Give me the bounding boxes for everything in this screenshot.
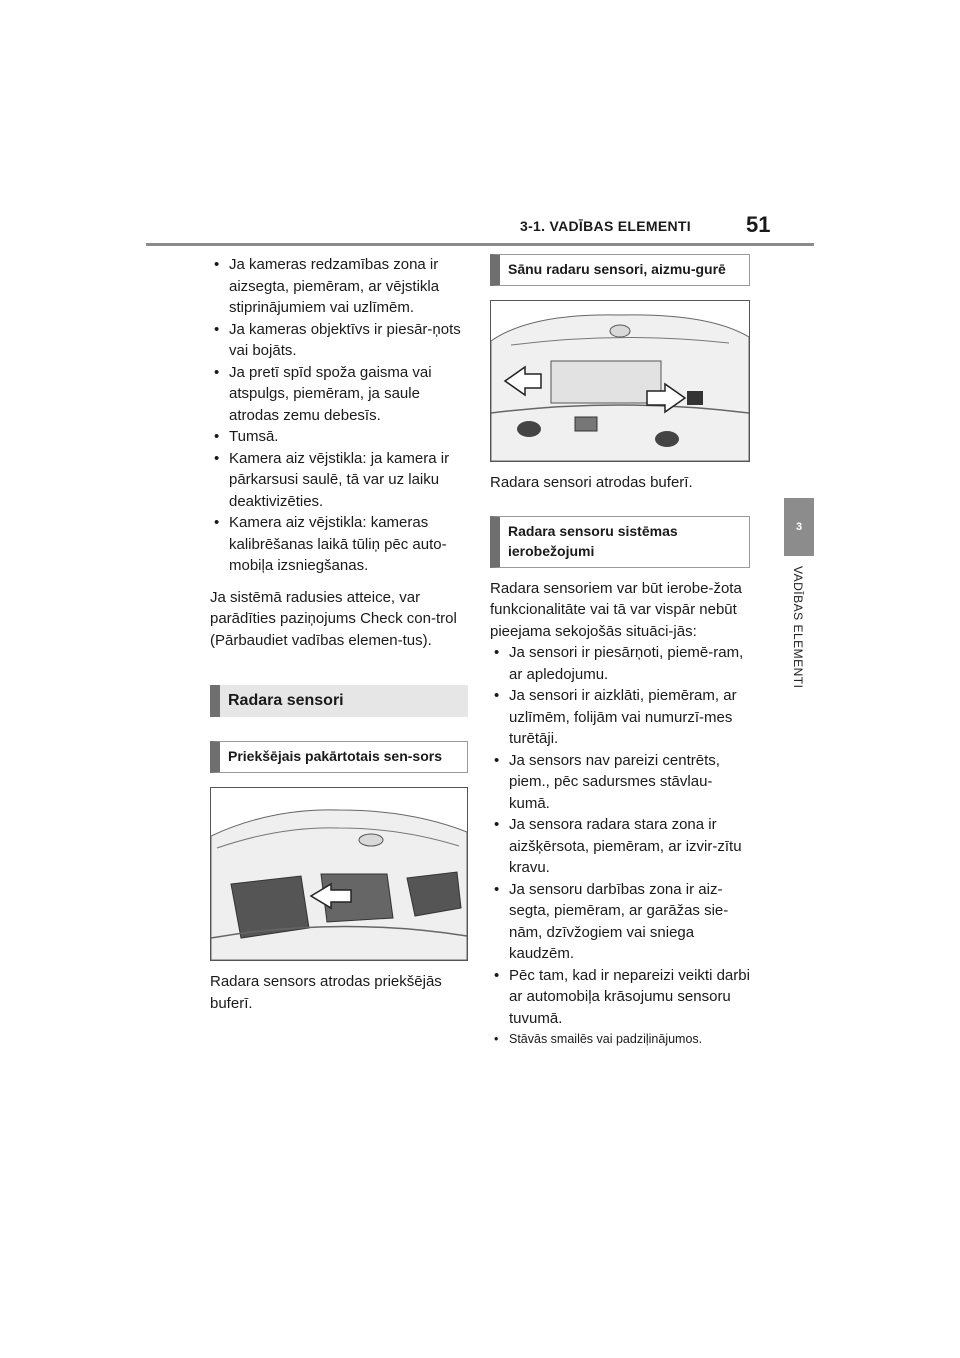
list-item: • Pēc tam, kad ir nepareizi veikti darbi ar automobiļa krāsojumu sensoru tuvumā. [490,965,750,1030]
list-item: • Ja sensori ir piesārņoti, piemē-ram, ar apledojumu. [490,642,750,685]
limits-intro: Radara sensoriem var būt ierobe-žota funkcionalitāte vai tā var vispār nebūt pieejama sekojošās situāci-jās: [490,579,742,640]
radar-limitations-list [490,642,750,1051]
chapter-number: 3 [795,521,803,533]
left-column [210,254,468,1014]
list-item: • Tumsā. [210,426,468,448]
list-item: • Ja kameras objektīvs ir piesār-ņots vai bojāts. [210,319,468,362]
list-item: • Kamera aiz vējstikla: ja kamera ir pārkarsusi saulē, tā var uz laiku deaktivizēties. [210,448,468,513]
rear-bumper-illustration [491,301,749,461]
chapter-label: VADĪBAS ELEMENTI [791,566,805,689]
front-bumper-illustration [211,788,467,960]
list-item: • Ja sensori ir aizklāti, piemēram, ar uzlīmēm, folijām vai numurzī-mes turētāji. [490,685,750,750]
subheading-front-sensor: Priekšējais pakārtotais sen-sors [210,741,468,773]
sensor-marker [687,391,703,405]
subheading-rear-sensors: Sānu radaru sensori, aizmu-gurē [490,254,750,286]
malfunction-paragraph: Ja sistēmā radusies atteice, var parādīties paziņojums Check con-trol (Pārbaudiet vadības elemen-tus). [210,588,457,649]
list-item: • Ja kameras redzamības zona ir aizsegta, piemēram, ar vējstikla stiprinājumiem vai uzlīmēm. [210,254,468,319]
right-column [490,254,750,1051]
front-sensor-caption: Radara sensors atrodas priekšējās buferī. [210,973,442,1012]
list-item: • Ja sensoru darbības zona ir aiz-segta, piemēram, ar garāžas sie-nām, dzīvžogiem vai sniega kaudzēm. [490,879,750,965]
list-item: • Stāvās smailēs vai padziļinājumos. [490,1029,750,1051]
chapter-tab [784,498,814,556]
rear-bumper-figure [490,300,750,462]
header-divider [146,243,814,246]
front-bumper-figure [210,787,468,961]
list-item: • Ja sensora radara stara zona ir aizšķērsota, piemēram, ar izvir-zītu kravu. [490,814,750,879]
list-item: • Kamera aiz vējstikla: kameras kalibrēšanas laikā tūliņ pēc auto-mobiļa izsniegšanas. [210,512,468,577]
list-item: • Ja pretī spīd spoža gaisma vai atspulgs, piemēram, ja saule atrodas zemu debesīs. [210,362,468,427]
rear-sensor-caption: Radara sensori atrodas buferī. [490,474,693,491]
section-title: 3-1. VADĪBAS ELEMENTI [520,218,691,234]
camera-limitations-list [210,254,468,577]
subheading-sensor-limits: Radara sensoru sistēmas ierobežojumi [490,516,750,568]
section-heading-radar: Radara sensori [210,685,468,717]
page-number: 51 [746,212,771,237]
list-item: • Ja sensors nav pareizi centrēts, piem., pēc sadursmes stāvlau-kumā. [490,750,750,815]
